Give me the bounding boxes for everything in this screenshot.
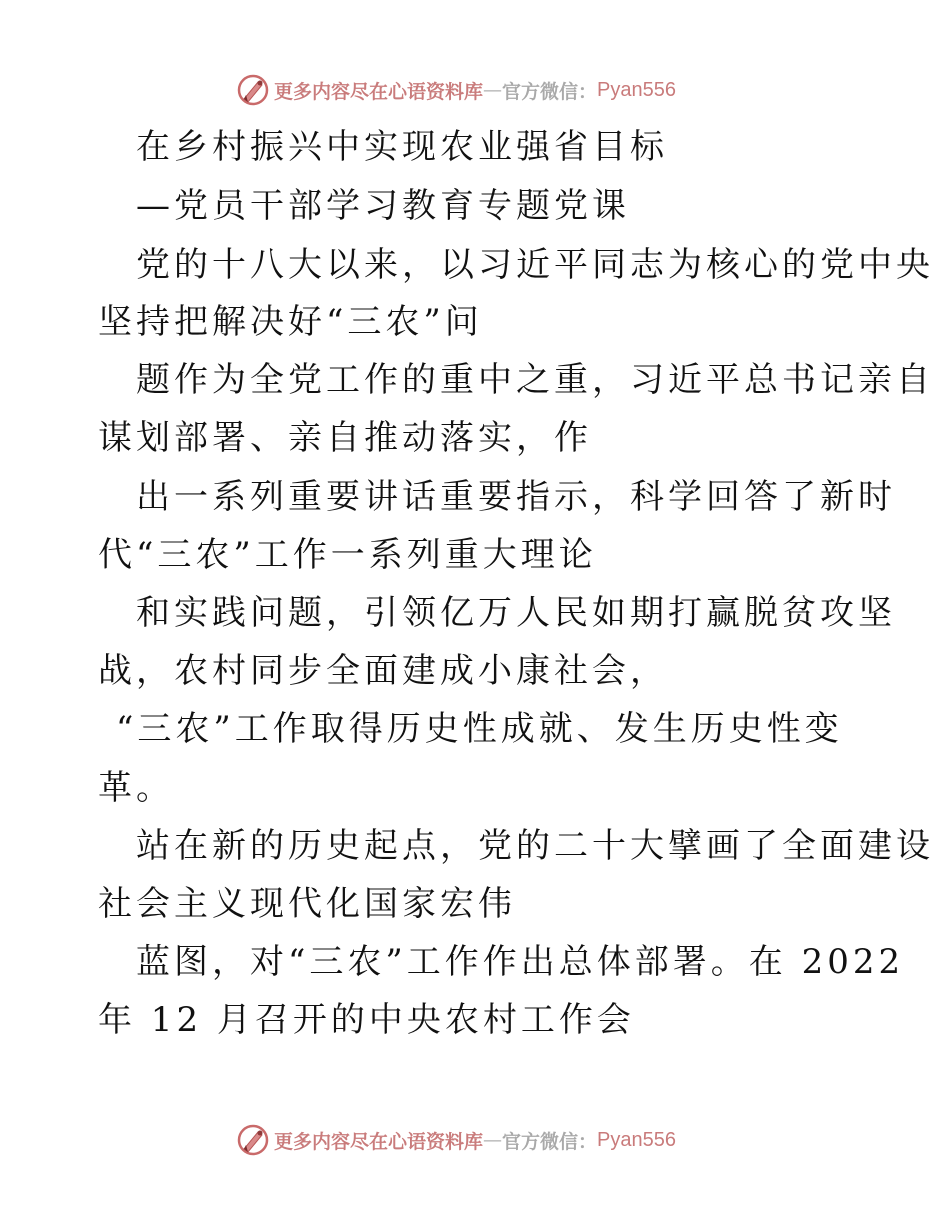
banner-wechat-id: Pyan556 bbox=[597, 1128, 676, 1151]
paragraph-line: 蓝图，对“三农”工作作出总体部署。在 2022 bbox=[136, 942, 905, 982]
banner-separator: — bbox=[483, 79, 503, 101]
banner-wechat-id: Pyan556 bbox=[597, 78, 676, 101]
paragraph-line: 题作为全党工作的重中之重，习近平总书记亲自 bbox=[136, 360, 934, 400]
paragraph-line: 和实践问题，引领亿万人民如期打赢脱贫攻坚 bbox=[136, 593, 896, 633]
paragraph-line: 党的十八大以来，以习近平同志为核心的党中央 bbox=[136, 245, 934, 285]
header-banner bbox=[236, 72, 676, 108]
paragraph-line: 战，农村同步全面建成小康社会， bbox=[98, 651, 668, 691]
paragraph-line: 出一系列重要讲话重要指示，科学回答了新时 bbox=[136, 477, 896, 517]
banner-main-text: 更多内容尽在心语资料库 bbox=[274, 80, 484, 103]
title-line: 在乡村振兴中实现农业强省目标 bbox=[136, 127, 668, 167]
paragraph-line: “三农”工作取得历史性成就、发生历史性变 bbox=[116, 709, 843, 749]
banner-wechat-label: 官方微信： bbox=[502, 1130, 598, 1153]
paragraph-line: 代“三农”工作一系列重大理论 bbox=[98, 535, 597, 575]
paragraph-line: 谋划部署、亲自推动落实，作 bbox=[98, 418, 592, 458]
paragraph-line: 坚持把解决好“三农”问 bbox=[98, 302, 483, 342]
paragraph-line: 站在新的历史起点，党的二十大擘画了全面建设 bbox=[136, 826, 934, 866]
paragraph-line: 革。 bbox=[98, 768, 174, 808]
pen-logo-icon bbox=[236, 1123, 270, 1157]
pen-logo-icon bbox=[236, 73, 270, 107]
banner-main-text: 更多内容尽在心语资料库 bbox=[274, 1130, 484, 1153]
banner-wechat-label: 官方微信： bbox=[502, 80, 598, 103]
paragraph-line: 社会主义现代化国家宏伟 bbox=[98, 884, 516, 924]
paragraph-line: 年 12 月召开的中央农村工作会 bbox=[98, 1000, 635, 1040]
subtitle-line: —党员干部学习教育专题党课 bbox=[136, 186, 630, 226]
banner-separator: — bbox=[483, 1129, 503, 1151]
footer-banner bbox=[236, 1122, 676, 1158]
